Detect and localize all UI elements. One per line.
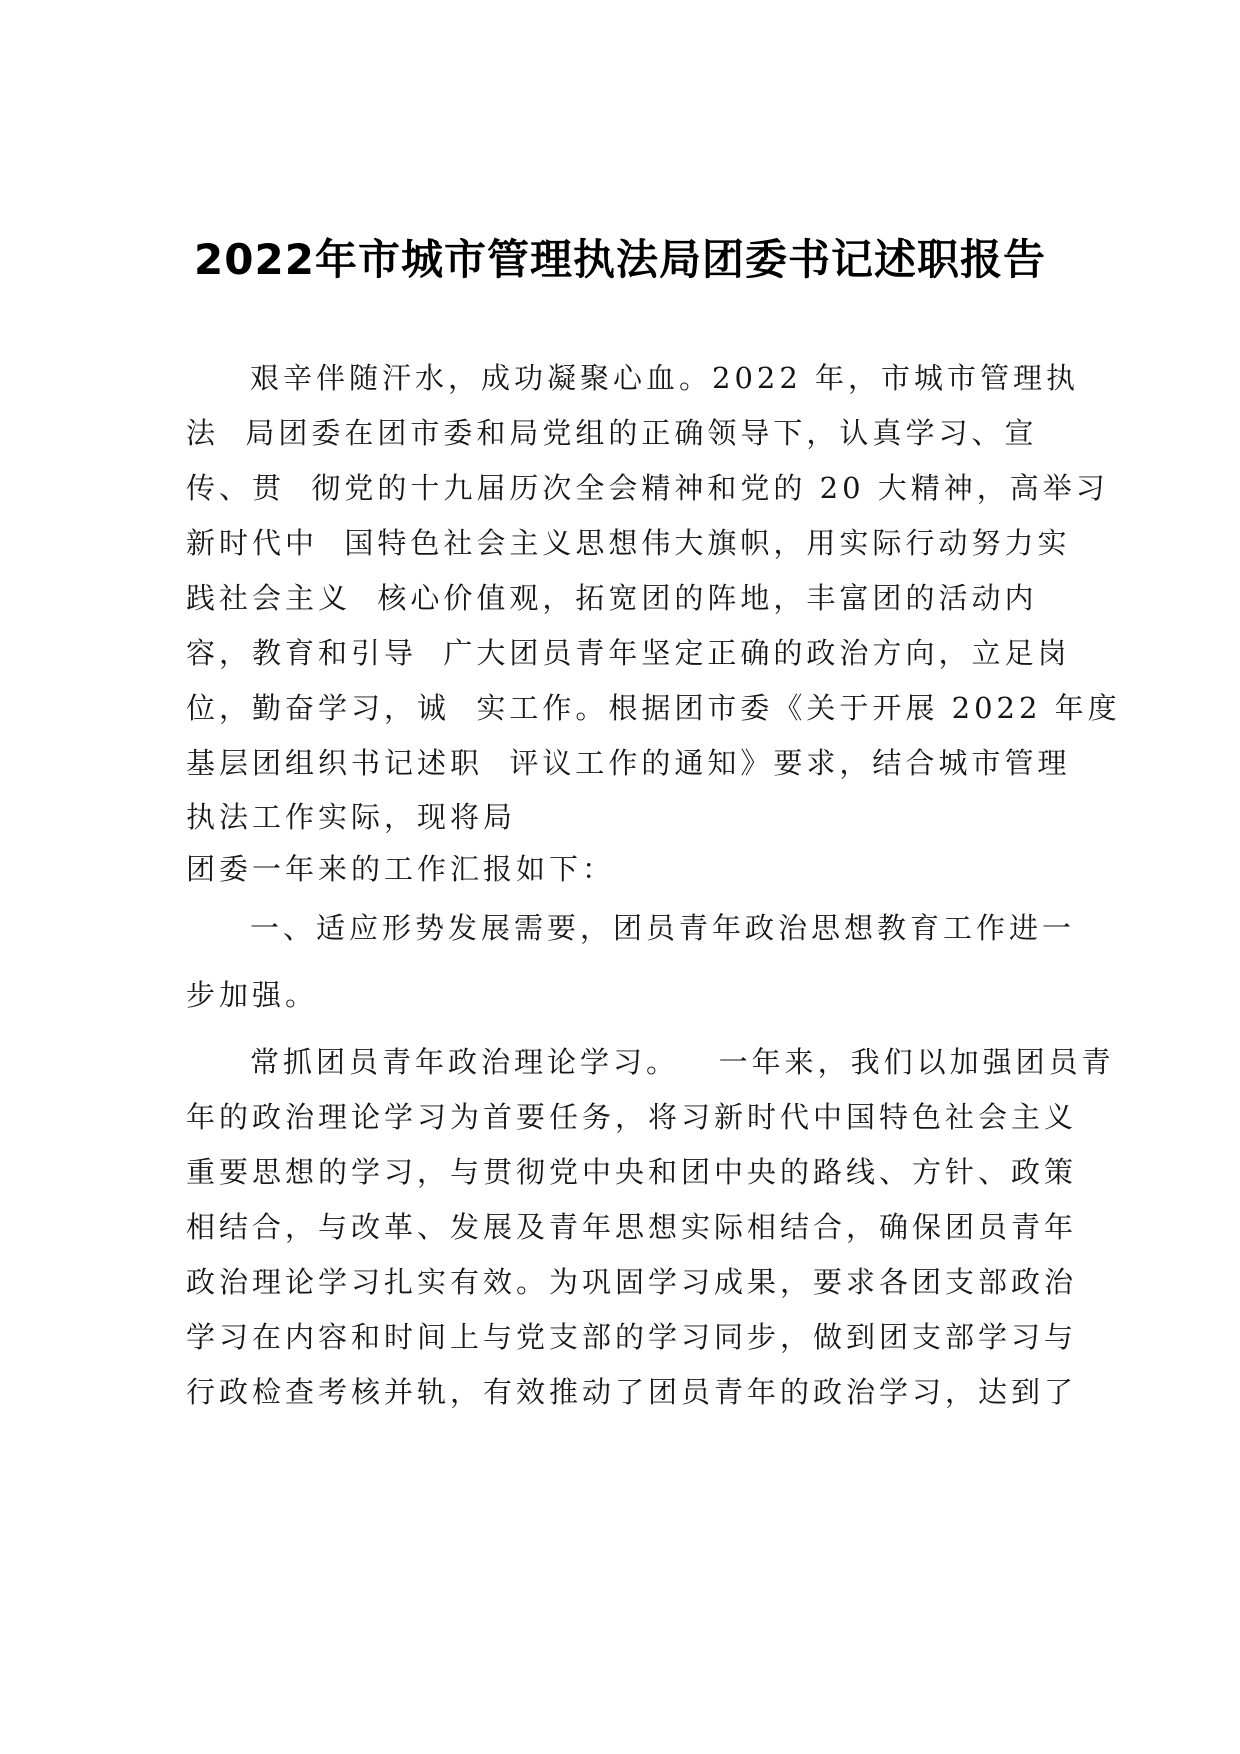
paragraph-1-line-9: 执法工作实际，现将局 xyxy=(186,800,517,834)
paragraph-1-line-5: 践社会主义 核心价值观，拓宽团的阵地，丰富团的活动内 xyxy=(186,581,1038,615)
paragraph-1-line-2: 法 局团委在团市委和局党组的正确领导下，认真学习、宣 xyxy=(186,416,1038,450)
paragraph-1-line-8: 基层团组织书记述职 评议工作的通知》要求，结合城市管理 xyxy=(186,746,1071,780)
paragraph-1-line-4: 新时代中 国特色社会主义思想伟大旗帜，用实际行动努力实 xyxy=(186,526,1071,560)
paragraph-2-line-2: 年的政治理论学习为首要任务，将习新时代中国特色社会主义 xyxy=(186,1100,1078,1134)
section-1-heading-line-2: 步加强。 xyxy=(186,978,319,1012)
paragraph-2-line-4: 相结合，与改革、发展及青年思想实际相结合，确保团员青年 xyxy=(186,1210,1078,1244)
paragraph-2-line-3: 重要思想的学习，与贯彻党中央和团中央的路线、方针、政策 xyxy=(186,1155,1078,1189)
paragraph-1-line-10: 团委一年来的工作汇报如下： xyxy=(186,852,616,886)
paragraph-1-line-3: 传、贯 彻党的十九届历次全会精神和党的 20 大精神，高举习 xyxy=(186,471,1109,505)
paragraph-2-line-1: 常抓团员青年政治理论学习。 一年来，我们以加强团员青 xyxy=(250,1045,1115,1079)
document-title: 2022年市城市管理执法局团委书记述职报告 xyxy=(194,235,1046,284)
paragraph-2-line-7: 行政检查考核并轨，有效推动了团员青年的政治学习，达到了 xyxy=(186,1375,1078,1409)
paragraph-1-line-6: 容，教育和引导 广大团员青年坚定正确的政治方向，立足岗 xyxy=(186,636,1071,670)
paragraph-1-line-1: 艰辛伴随汗水，成功凝聚心血。2022 年，市城市管理执 xyxy=(250,361,1080,395)
paragraph-2-line-5: 政治理论学习扎实有效。为巩固学习成果，要求各团支部政治 xyxy=(186,1265,1078,1299)
paragraph-1-line-7: 位，勤奋学习，诚 实工作。根据团市委《关于开展 2022 年度 xyxy=(186,691,1121,725)
section-1-heading-line-1: 一、适应形势发展需要，团员青年政治思想教育工作进一 xyxy=(250,911,1076,945)
paragraph-2-line-6: 学习在内容和时间上与党支部的学习同步，做到团支部学习与 xyxy=(186,1320,1078,1354)
